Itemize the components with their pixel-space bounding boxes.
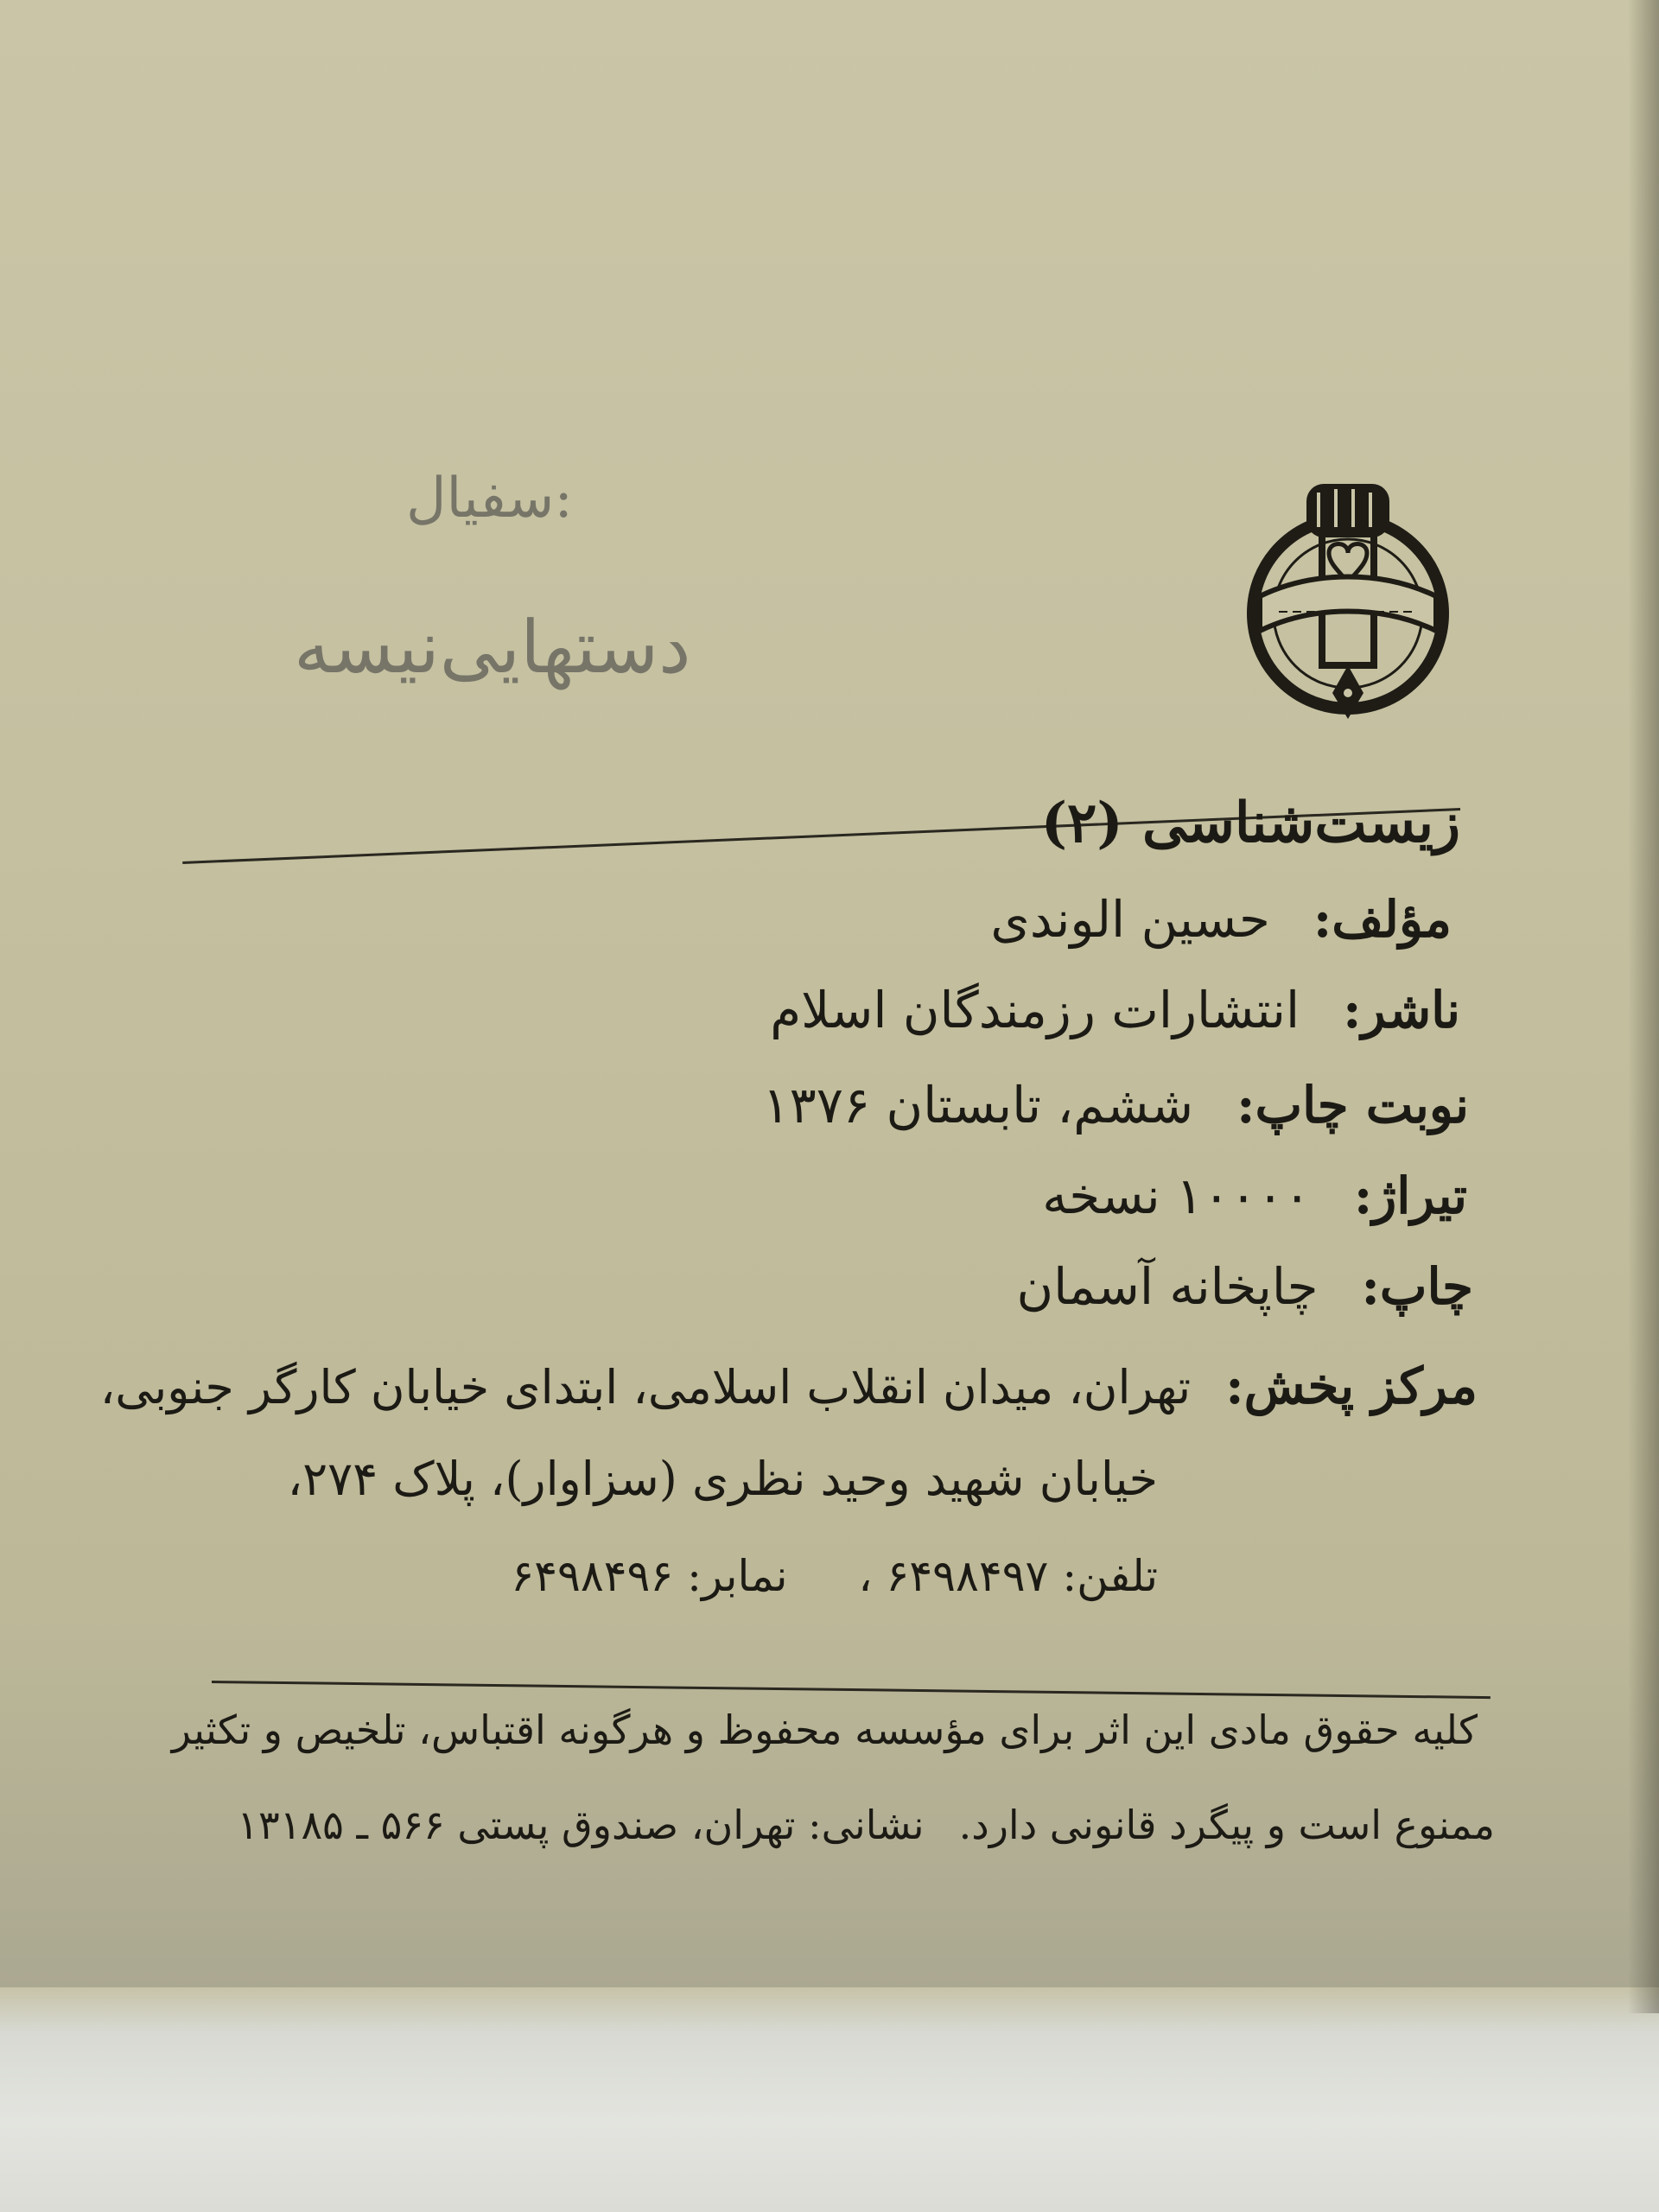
print-run-label: تیراژ: — [1353, 1166, 1467, 1225]
publisher-value: انتشارات رزمندگان اسلام — [770, 981, 1300, 1039]
rights-notice-end: ممنوع است و پیگرد قانونی دارد. — [958, 1802, 1495, 1848]
edition-value: ششم، تابستان ۱۳۷۶ — [762, 1076, 1194, 1135]
phone-number: ۶۴۹۸۴۹۷ — [886, 1551, 1049, 1601]
print-run-value: ۱۰۰۰۰ نسخه — [1042, 1166, 1311, 1225]
edition-label: نوبت چاپ: — [1236, 1076, 1469, 1135]
edition-row — [762, 1076, 1469, 1135]
print-run-row — [1042, 1166, 1467, 1225]
printer-value: چاپخانه آسمان — [1016, 1257, 1319, 1316]
book-title: زیست‌شناسی (۲) — [1040, 791, 1460, 855]
distribution-label: مرکز پخش: — [1225, 1357, 1478, 1415]
page-shadow — [1628, 0, 1659, 2013]
postal-address: نشانی: تهران، صندوق پستی ۵۶۶ ـ ۱۳۱۸۵ — [237, 1802, 925, 1848]
printer-label: چاپ: — [1361, 1257, 1473, 1316]
stamp-label: :سفیال — [406, 467, 573, 531]
author-row — [990, 890, 1452, 949]
publisher-row — [770, 981, 1460, 1039]
printer-row — [1016, 1257, 1473, 1316]
paper-edge — [0, 1987, 1659, 2212]
author-value: حسین الوندی — [990, 890, 1270, 949]
phone-label: تلفن: — [1062, 1551, 1158, 1601]
distribution-address-line1: تهران، میدان انقلاب اسلامی، ابتدای خیابان کارگر جنوبی، — [99, 1360, 1192, 1414]
stamp-value: دستهایی‌نیسه — [294, 605, 691, 690]
contact-row: تلفن: ۶۴۹۸۴۹۷ ، نمابر: ۶۴۹۸۴۹۶ — [511, 1551, 1158, 1601]
fax-label: نمابر: — [687, 1551, 788, 1601]
distribution-address-line2: خیابان شهید وحید نظری (سزاوار)، پلاک ۲۷۴، — [287, 1452, 1158, 1506]
rights-notice-line1: کلیه حقوق مادی این اثر برای مؤسسه محفوظ و هرگونه اقتباس، تلخیص و تکثیر — [171, 1707, 1478, 1753]
raised-fist-pen-emblem-icon — [1236, 467, 1460, 726]
fax-number: ۶۴۹۸۴۹۶ — [511, 1551, 674, 1601]
distribution-row — [100, 1357, 1478, 1415]
author-label: مؤلف: — [1313, 890, 1452, 949]
publisher-label: ناشر: — [1343, 981, 1460, 1039]
rights-notice-line2 — [237, 1802, 1495, 1848]
